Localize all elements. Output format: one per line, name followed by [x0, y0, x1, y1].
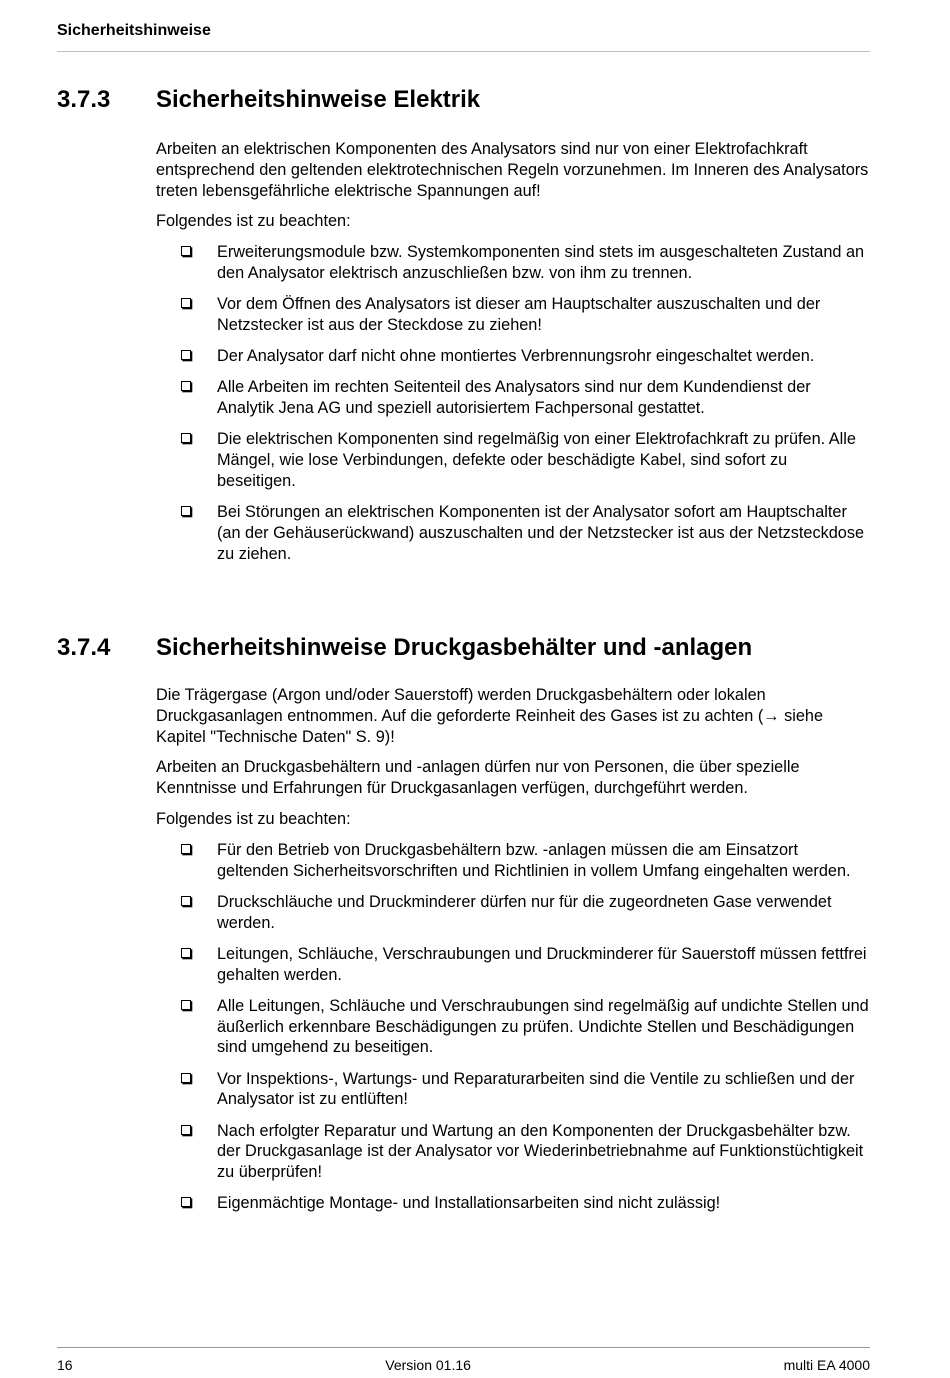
checkbox-bullet-icon — [181, 1125, 191, 1135]
section-title: Sicherheitshinweise Elektrik — [156, 86, 481, 113]
section-heading — [57, 86, 870, 114]
checkbox-bullet-icon — [181, 1000, 191, 1010]
section-electrical — [57, 86, 870, 575]
list-item: Für den Betrieb von Druckgasbehältern bzw. -anlagen müssen die am Einsatzort geltenden Sicherheitsvorschriften und Richtlinien in vollem Umfang eingehalten werden. — [156, 840, 870, 882]
document-version: Version 01.16 — [385, 1357, 471, 1373]
checkbox-bullet-icon — [181, 506, 191, 516]
section-heading — [57, 634, 870, 662]
list-item: Vor Inspektions-, Wartungs- und Reparaturarbeiten sind die Ventile zu schließen und der Analysator ist zu entlüften! — [156, 1069, 870, 1111]
checkbox-bullet-icon — [181, 246, 191, 256]
intro-paragraph: Die Trägergase (Argon und/oder Sauerstoff) werden Druckgasbehältern oder lokalen Druckgasanlagen entnommen. Auf die geforderte Reinheit des Gases ist zu achten (→ siehe Kapitel "Technische Daten" S. 9)! — [156, 686, 824, 746]
list-item: Vor dem Öffnen des Analysators ist dieser am Hauptschalter auszuschalten und der Netzstecker ist aus der Steckdose zu ziehen! — [156, 294, 870, 336]
checkbox-bullet-icon — [181, 350, 191, 360]
checkbox-bullet-icon — [181, 844, 191, 854]
list-intro: Folgendes ist zu beachten: — [156, 212, 351, 231]
checkbox-bullet-icon — [181, 381, 191, 391]
checkbox-bullet-icon — [181, 433, 191, 443]
section-number: 3.7.4 — [57, 634, 111, 661]
checkbox-bullet-icon — [181, 1073, 191, 1083]
section-compressed-gas — [57, 634, 870, 1224]
checkbox-bullet-icon — [181, 1197, 191, 1207]
list-item: Bei Störungen an elektrischen Komponenten ist der Analysator sofort am Hauptschalter (an der Gehäuserückwand) auszuschalten und der Netzstecker ist aus der Netzsteckdose zu ziehen. — [156, 502, 870, 564]
list-item: Nach erfolgter Reparatur und Wartung an den Komponenten der Druckgasbehälter bzw. der Druckgasanlage ist der Analysator vor Wiederinbetriebnahme auf Funktionstüchtigkeit zu überprüfen! — [156, 1121, 870, 1183]
checkbox-bullet-icon — [181, 298, 191, 308]
list-item: Alle Leitungen, Schläuche und Verschraubungen sind regelmäßig auf undichte Stellen und äußerlich erkennbare Beschädigungen zu prüfen. Undichte Stellen und Beschädigungen sind umgehend zu beseitigen. — [156, 996, 870, 1058]
intro-paragraph: Arbeiten an elektrischen Komponenten des Analysators sind nur von einer Elektrofachkraft entsprechend den geltenden elektrotechnischen Regeln vorzunehmen. Im Inneren des Analysators treten lebensgefährliche elektrische Spannungen auf! — [156, 140, 869, 200]
safety-list — [156, 242, 870, 564]
list-intro: Folgendes ist zu beachten: — [156, 809, 351, 828]
personnel-paragraph: Arbeiten an Druckgasbehältern und -anlagen dürfen nur von Personen, die über spezielle Kenntnisse und Erfahrungen für Druckgasanlagen verfügen, durchgeführt werden. — [156, 758, 800, 798]
list-item: Eigenmächtige Montage- und Installationsarbeiten sind nicht zulässig! — [156, 1193, 870, 1214]
page-number: 16 — [57, 1357, 73, 1373]
footer-divider — [57, 1347, 870, 1348]
list-item: Der Analysator darf nicht ohne montiertes Verbrennungsrohr eingeschaltet werden. — [156, 346, 870, 367]
safety-list — [156, 840, 870, 1214]
list-item: Leitungen, Schläuche, Verschraubungen und Druckminderer für Sauerstoff müssen fettfrei gehalten werden. — [156, 944, 870, 986]
section-title: Sicherheitshinweise Druckgasbehälter und -anlagen — [156, 634, 753, 661]
list-item: Die elektrischen Komponenten sind regelmäßig von einer Elektrofachkraft zu prüfen. Alle Mängel, wie lose Verbindungen, defekte oder beschädigte Kabel, sind sofort zu beseitigen. — [156, 429, 870, 491]
checkbox-bullet-icon — [181, 948, 191, 958]
page-footer — [57, 1357, 870, 1373]
product-name: multi EA 4000 — [783, 1357, 870, 1373]
running-header: Sicherheitshinweise — [57, 22, 211, 39]
header-divider — [57, 51, 870, 52]
list-item: Alle Arbeiten im rechten Seitenteil des Analysators sind nur dem Kundendienst der Analytik Jena AG und speziell autorisiertem Fachpersonal gestattet. — [156, 377, 870, 419]
list-item: Erweiterungsmodule bzw. Systemkomponenten sind stets im ausgeschalteten Zustand an den Analysator elektrisch anzuschließen bzw. von ihm zu trennen. — [156, 242, 870, 284]
section-number: 3.7.3 — [57, 86, 111, 113]
list-item: Druckschläuche und Druckminderer dürfen nur für die zugeordneten Gase verwendet werden. — [156, 892, 870, 934]
checkbox-bullet-icon — [181, 896, 191, 906]
